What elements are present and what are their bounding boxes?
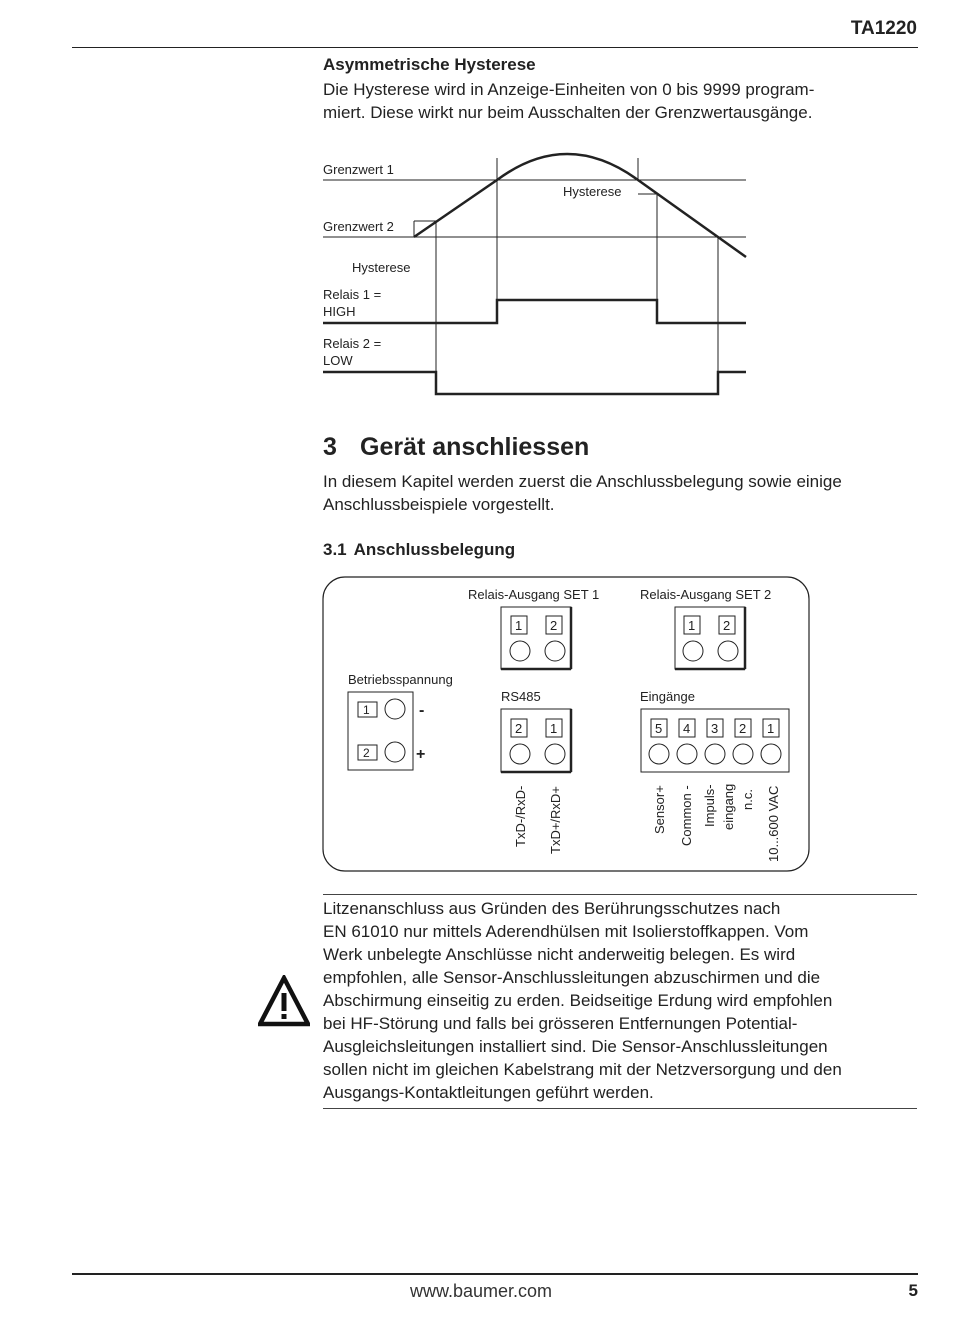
inputs-terminal-3: 3: [711, 721, 719, 736]
limit1-label: Grenzwert 1: [323, 162, 394, 177]
chapter-number: 3: [323, 433, 337, 461]
warning-text-line-7: Ausgleichsleitungen installiert sind. Die Sensor-Anschlussleitungen: [323, 1037, 828, 1056]
terminal-screw: [677, 744, 697, 764]
terminal-screw: [718, 641, 738, 661]
inputs-terminal-1: 1: [767, 721, 775, 736]
inputs-signal-common: Common -: [679, 785, 694, 846]
warning-text-line-3: Werk unbelegte Anschlüsse nicht anderweitig belegen. Es wird: [323, 945, 796, 964]
chapter-heading: [323, 433, 589, 462]
power-terminal-1: 1: [363, 703, 370, 717]
relay-set1-label: Relais-Ausgang SET 1: [468, 587, 600, 602]
rs485-label: RS485: [501, 689, 541, 704]
document-id: TA1220: [850, 18, 917, 39]
inputs-signal-vac: 10...600 VAC: [766, 785, 781, 862]
terminal-screw: [733, 744, 753, 764]
inputs-label: Eingänge: [640, 689, 695, 704]
warning-text-line-5: Abschirmung einseitig zu erden. Beidseitige Erdung wird empfohlen: [323, 991, 833, 1010]
relay1-state: HIGH: [323, 304, 356, 319]
relay2-signal: [323, 372, 746, 394]
power-minus-sign: -: [419, 702, 425, 719]
chapter-intro-line-2: Anschlussbeispiele vorgestellt.: [323, 495, 555, 514]
warning-text-line-2: EN 61010 nur mittels Aderendhülsen mit Isolierstoffkappen. Vom: [323, 922, 809, 941]
terminal-screw: [385, 742, 405, 762]
relay1-label: Relais 1 =: [323, 287, 382, 302]
warning-triangle-icon: [258, 975, 310, 1027]
warning-text-line-1: Litzenanschluss aus Gründen des Berührungsschutzes nach: [323, 899, 781, 918]
rs485-signal-txd-minus: TxD-/RxD-: [513, 785, 528, 847]
hysteresis-text-line-1: Die Hysterese wird in Anzeige-Einheiten von 0 bis 9999 program-: [323, 80, 815, 99]
page-number: 5: [908, 1281, 918, 1300]
power-plus-sign: +: [416, 746, 426, 763]
hysteresis-text-line-2: miert. Diese wirkt nur beim Ausschalten der Grenzwertausgänge.: [323, 103, 813, 122]
relay2-state: LOW: [323, 353, 353, 368]
terminal-screw: [510, 641, 530, 661]
hysteresis-label-bottom: Hysterese: [352, 260, 411, 275]
footer-url-link[interactable]: www.baumer.com: [410, 1281, 553, 1301]
section-number: 3.1: [323, 540, 347, 559]
relay2-label: Relais 2 =: [323, 336, 382, 351]
terminal-screw: [683, 641, 703, 661]
warning-bottom-rule: [323, 1108, 917, 1109]
inputs-signal-nc: n.c.: [740, 789, 755, 810]
device-outline: [323, 577, 809, 871]
terminal-screw: [510, 744, 530, 764]
warning-text-line-8: sollen nicht im gleichen Kabelstrang mit der Netzversorgung und den: [323, 1060, 842, 1079]
relay-set2-terminal-2: 2: [723, 618, 731, 633]
inputs-signal-impuls: Impuls-: [702, 784, 717, 827]
wiring-diagram: [0, 570, 954, 880]
limit2-label: Grenzwert 2: [323, 219, 394, 234]
terminal-screw: [545, 641, 565, 661]
relay-set1-terminal-1: 1: [515, 618, 523, 633]
chapter-title: Gerät anschliessen: [360, 433, 590, 461]
relay-set2-terminal-1: 1: [688, 618, 696, 633]
footer-rule: [72, 1273, 918, 1275]
warning-text-line-9: Ausgangs-Kontaktleitungen geführt werden.: [323, 1083, 654, 1102]
rs485-signal-txd-plus: TxD+/RxD+: [548, 786, 563, 854]
terminal-screw: [705, 744, 725, 764]
inputs-terminal-2: 2: [739, 721, 747, 736]
inputs-terminal-4: 4: [683, 721, 691, 736]
chapter-intro-line-1: In diesem Kapitel werden zuerst die Anschlussbelegung sowie einige: [323, 472, 842, 491]
power-terminal-2: 2: [363, 746, 370, 760]
terminal-screw: [761, 744, 781, 764]
rs485-terminal-1: 1: [550, 721, 558, 736]
inputs-terminal-5: 5: [655, 721, 663, 736]
relay-set2-label: Relais-Ausgang SET 2: [640, 587, 772, 602]
hysteresis-heading: Asymmetrische Hysterese: [323, 55, 536, 74]
power-label: Betriebsspannung: [348, 672, 453, 687]
relay-set1-terminal-2: 2: [550, 618, 558, 633]
terminal-screw: [649, 744, 669, 764]
section-heading: [323, 540, 515, 560]
warning-text-line-6: bei HF-Störung und falls bei grösseren Entfernungen Potential-: [323, 1014, 798, 1033]
rs485-terminal-2: 2: [515, 721, 523, 736]
terminal-screw: [545, 744, 565, 764]
hysteresis-label-top: Hysterese: [563, 184, 622, 199]
inputs-signal-eingang: eingang: [721, 783, 736, 830]
signal-curve: [414, 154, 746, 257]
relay1-signal: [323, 300, 746, 323]
warning-text-line-4: empfohlen, alle Sensor-Anschlussleitungen abzuschirmen und die: [323, 968, 821, 987]
terminal-screw: [385, 699, 405, 719]
warning-top-rule: [323, 894, 917, 895]
hysteresis-diagram: [0, 0, 954, 420]
inputs-signal-sensor-plus: Sensor+: [652, 785, 667, 834]
section-title: Anschlussbelegung: [353, 540, 516, 559]
